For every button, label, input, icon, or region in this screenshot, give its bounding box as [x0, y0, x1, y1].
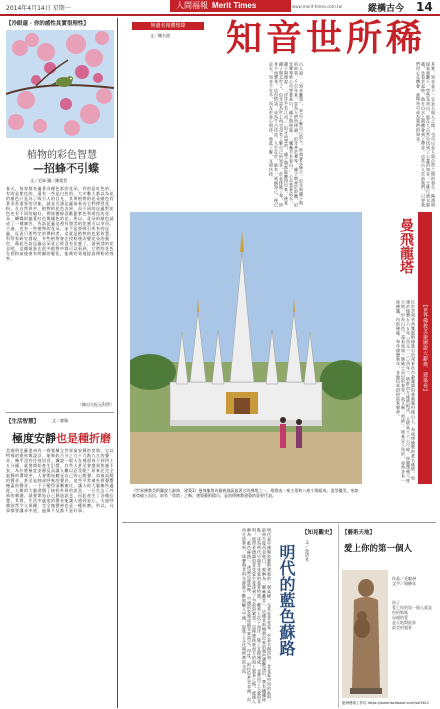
main-body: 古人說：「知音難覓」，真正了解自己的人，世間實在稀少。伯牙與鍾子期的故事，千百年來一直為人們所傳誦。伯牙善於彈琴，鍾子期善於聆聽，伯牙彈琴時心中想著高山，鍾子期便說：「巍巍乎若泰山。」心中想著流水，鍾子期便說：「洋洋乎若江河。」伯牙所想的，鍾子期都能聽得出來。後來鍾子期去世了，伯牙認為世上再也沒有了解自己的知音，於是摔破了琴，終身不再彈琴。這份情誼，成為千古佳話。人生在世，能有一兩個知己，便已足矣。知音不在多，而在於真心相待，彼此了解，互相扶持。 — [269, 62, 304, 208]
bottom-tag-b: 【藝術天地】 — [342, 530, 376, 536]
article1-source: （摘自大紀元科學） — [78, 402, 114, 407]
bottom-title-b: 愛上你的第一個人 — [344, 544, 413, 554]
article2-title-b: 也是種折磨 — [56, 432, 111, 445]
bird-on-branch-photo — [6, 30, 114, 138]
article1-title-a: 植物的彩色智慧 — [27, 150, 97, 161]
article2-title-a: 極度安靜 — [12, 432, 56, 445]
article1-body: 春天，每每都充滿著各種色彩的花朵，有的是紅色的，有的是紫色的，還有一些是白色的。大多數人都以為花的顏色只是為了吸引人的目光，其實植物的花朵顏色有著非常重要的功能，就是引誘昆蟲前來為它們傳授花粉。在自然界中，植物的花色各異，而不同的昆蟲對花色也有不同的偏好，例如蜜蜂喜歡藍紫色和黃色的花朵，蝴蝶則偏愛紅色與橘色的花。所以，花朵的顏色就成了一種廣告，告訴昆蟲這裡有甜美的花蜜可以享用。不過，也有一些植物的花朵，並不是要吸引所有的昆蟲，反而只要特定的傳粉者，這就是植物的色彩智慧。科學家研究發現，有些植物會在授粉後改變花朵的顏色，藉此告訴昆蟲這朵花已經沒有花蜜了，請到別的花去吧。這種現象在很多植物中都可以看到，它們的花色在授粉前後會有明顯的變化，能夠有效地提高傳粉的效率。 — [6, 186, 114, 261]
section-tag-1: 【冷眼還 · 你的感性其實很理性】 — [6, 21, 89, 27]
sidebar-redbar — [418, 212, 432, 484]
article2-byline: 文／廖瑞 — [52, 418, 68, 423]
left-separator — [6, 412, 114, 413]
masthead-logo — [170, 0, 291, 12]
photo-caption: 《世界佛教美術圖說大辭典．建築1》曼飛龍塔為傣族地區最著名的佛塔之一，塔群由一座主塔和八座小塔組成，造型優美，宛如春筍破土而出，故有「筍塔」之稱。建築藝術精巧，是南傳佛教建築的重要代表。 — [132, 488, 359, 498]
bottom-tag-a: 【知見觀史】 — [302, 530, 336, 536]
section-name: 縱橫古今 — [368, 4, 405, 14]
sidebar-title: 曼飛龍塔 — [398, 218, 414, 274]
bottom-title-a: 明代的藍色蘇路 — [277, 544, 296, 656]
sidebar-body: 位於雲南省西雙版納傣族自治州景洪市勐龍鎮的曼飛龍村後山上，為南傳佛教的著名佛塔。始建於傣曆五六五年（西元一二〇四年），塔群由九座塔組成，主塔高十六公尺餘，周圍環繞八座小塔，均為白色，遠看宛如一簇破土而出的春筍，故又稱「筍塔」。塔基呈八角形，每角各有一座佛龕，內供佛像。每年傣曆新年，各地信眾紛紛前來朝拜。 — [396, 300, 416, 483]
headline: 知音世所稀 — [226, 17, 427, 59]
issue-date: 2014年4月14日 星期一 — [6, 5, 71, 12]
page-number: 14 — [416, 0, 433, 14]
article2-title — [12, 430, 111, 446]
main-body-col2: 其實，知音並不一定是人與人之間，也可以是人與自然之間的契合。陶淵明採菊東籬下，悠然見南山，他在大自然中找到了心靈的知音；王維行到水窮處，坐看雲起時，他在山水之間體會到了禪意。這些古人告訴我們，只要我們用心去體會，萬物皆可成為我們的知音。 — [416, 62, 436, 208]
mother-child-sculpture-photo — [342, 570, 388, 698]
site-url: www.merit-times.com.tw — [292, 4, 342, 9]
stupa-photo — [130, 212, 362, 484]
bottom-separator — [122, 522, 436, 523]
bottom-body-a: 明代是中國陶瓷藝術發展的一個高峰，尤其是青花瓷，更是名揚四海。青花瓷所用的鈷料，最初多從西亞進口，被稱為「蘇麻離青」，這種青料燒製出來的顏色濃艷深沉，帶有鐵鏽斑點，成為明代早期青花瓷的重要特徵。鄭和七次下西洋，除了宣揚國威，也帶回了大量的青料，使得景德鎮的青花瓷生產達到了空前的繁榮。這條連接東西方的海上貿易之路，被後人稱為「藍色絲路」。透過這條航線，中國的瓷器遠銷至東南亞、印度、阿拉伯甚至非洲，而西方的香料、珠寶與青料也源源不斷地輸入中國，促進了文化與經濟的交流。 — [242, 528, 272, 704]
section-tag-2: 【生活智慧】 — [6, 419, 40, 425]
middle-byline: 文／陳名遊 — [150, 33, 170, 38]
bottom-footer-b: 藍海藝術工作坊 https://www.facebook.com/sel3611 — [342, 701, 430, 705]
sidebar-red-label: 【世界佛教美術圖說大辭典．建築卷】 — [422, 302, 428, 394]
article2-body: 美國明尼蘇達州有一間號稱全世界最安靜的房間，它以特殊的建材與設計，能吸收百分之九十九點九九的聲音，幾乎沒有任何回音。據說一般人在裡面待不到四十五分鐘，就會開始產生幻覺，有些人甚至會感到焦慮不安。為什麼極度安靜反而讓人難以忍受呢？原來在完全寂靜的環境中，人會開始聽見自己的心跳聲、血液流動的聲音，甚至是肺部呼吸的聲音，這些平常被外界聲響掩蓋的聲音，一下子變得清晰無比，讓人的大腦無所適從。人類的大腦習慣了接收外界的訊息，一旦失去了外界的刺激，就會開始自己創造訊息，因此產生了各種幻覺。其實，生活中適度的聲音能讓人感到安心，太過吵雜固然令人煩躁，完全無聲卻也是一種折磨。所以，凡事都要講求中道，過與不及都不是好事。 — [6, 448, 114, 513]
article1-title-b: —招蜂不引蝶 — [33, 162, 99, 175]
bottom-divider — [338, 524, 339, 708]
brand-en: Merit Times — [212, 1, 257, 10]
bottom-credit-b: 作品／毛毅州 文字／周修年 — [392, 576, 416, 586]
bottom-poem-b: 孩子 愛上你的第一個人就是 你的媽媽 母親的愛 是天地間最真 最美的風景 — [392, 600, 432, 630]
brand-cn: 人間福報 — [176, 1, 208, 10]
page-header — [0, 0, 440, 16]
column-divider — [117, 18, 118, 708]
column-label: 無邊名箱體想錄 — [132, 22, 204, 30]
bottom-author-a: 文／余清兆 — [305, 540, 310, 562]
article1-byline: 文／毛軍 圖／陳俊哲 — [30, 178, 68, 183]
